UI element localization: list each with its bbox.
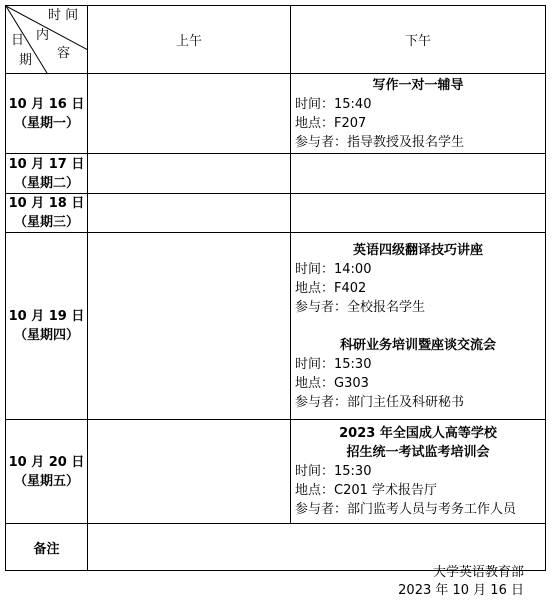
schedule-table bbox=[5, 5, 546, 571]
afternoon-cell bbox=[291, 420, 546, 524]
event-time: 时间：15:40 bbox=[295, 96, 372, 112]
schedule-row bbox=[6, 420, 546, 524]
event-title: 科研业务培训暨座谈交流会 bbox=[339, 337, 496, 353]
event-title: 写作一对一辅导 bbox=[372, 77, 464, 93]
date-label: 10 月 18 日 bbox=[8, 196, 85, 211]
date-cell bbox=[6, 233, 88, 420]
weekday-label: （星期五） bbox=[13, 473, 79, 489]
schedule-row bbox=[6, 233, 546, 420]
event-participants: 参与者：部门监考人员与考务工作人员 bbox=[295, 502, 517, 517]
morning-cell bbox=[88, 420, 291, 524]
event-place: 地点：F207 bbox=[295, 115, 367, 131]
footer-date: 2023 年 10 月 16 日 bbox=[398, 583, 524, 598]
morning-cell bbox=[88, 194, 291, 233]
afternoon-cell bbox=[291, 74, 546, 154]
footer-department: 大学英语教育部 bbox=[432, 565, 524, 580]
date-cell bbox=[6, 420, 88, 524]
schedule-row bbox=[6, 194, 546, 233]
schedule-row bbox=[6, 154, 546, 194]
event-time: 时间：15:30 bbox=[295, 356, 372, 372]
header-content-top-label: 内 bbox=[36, 28, 50, 43]
header-date-top-label: 日 bbox=[11, 33, 25, 48]
event-participants: 参与者：指导教授及报名学生 bbox=[295, 134, 465, 150]
corner-header-cell bbox=[6, 6, 88, 74]
remarks-label: 备注 bbox=[6, 524, 88, 571]
date-cell bbox=[6, 154, 88, 194]
schedule-row bbox=[6, 74, 546, 154]
date-label: 10 月 20 日 bbox=[8, 454, 85, 470]
event-participants: 参与者：部门主任及科研秘书 bbox=[295, 394, 465, 410]
header-row bbox=[6, 6, 546, 74]
weekday-label: （星期三） bbox=[13, 215, 79, 230]
afternoon-cell bbox=[291, 194, 546, 233]
event-place: 地点：F402 bbox=[295, 280, 367, 296]
event-title-line-2: 招生统一考试监考培训会 bbox=[346, 445, 490, 460]
diagonal-corner bbox=[6, 6, 87, 73]
weekday-label: （星期一） bbox=[13, 115, 79, 131]
morning-cell bbox=[88, 154, 291, 194]
morning-column-header: 上午 bbox=[88, 6, 291, 74]
event-time: 时间：15:30 bbox=[295, 464, 372, 479]
weekday-label: （星期四） bbox=[13, 328, 79, 343]
event-spacer bbox=[295, 317, 541, 336]
date-label: 10 月 16 日 bbox=[8, 96, 85, 112]
event-participants: 参与者：全校报名学生 bbox=[295, 299, 426, 315]
morning-cell bbox=[88, 233, 291, 420]
afternoon-cell bbox=[291, 233, 546, 420]
event-time: 时间：14:00 bbox=[295, 261, 372, 277]
afternoon-cell bbox=[291, 154, 546, 194]
header-date-bottom-label: 期 bbox=[19, 53, 33, 68]
event-title-line-1: 2023 年全国成人高等学校 bbox=[339, 426, 497, 441]
date-cell bbox=[6, 194, 88, 233]
weekday-label: （星期二） bbox=[13, 175, 79, 191]
event-place: 地点：C201 学术报告厅 bbox=[295, 483, 438, 498]
morning-cell bbox=[88, 74, 291, 154]
header-time-label: 时 间 bbox=[48, 8, 79, 23]
header-content-bottom-label: 容 bbox=[57, 46, 71, 61]
date-label: 10 月 17 日 bbox=[8, 156, 85, 172]
event-title: 英语四级翻译技巧讲座 bbox=[352, 242, 483, 258]
afternoon-column-header: 下午 bbox=[291, 6, 546, 74]
date-label: 10 月 19 日 bbox=[8, 309, 85, 324]
date-cell bbox=[6, 74, 88, 154]
event-place: 地点：G303 bbox=[295, 375, 369, 391]
